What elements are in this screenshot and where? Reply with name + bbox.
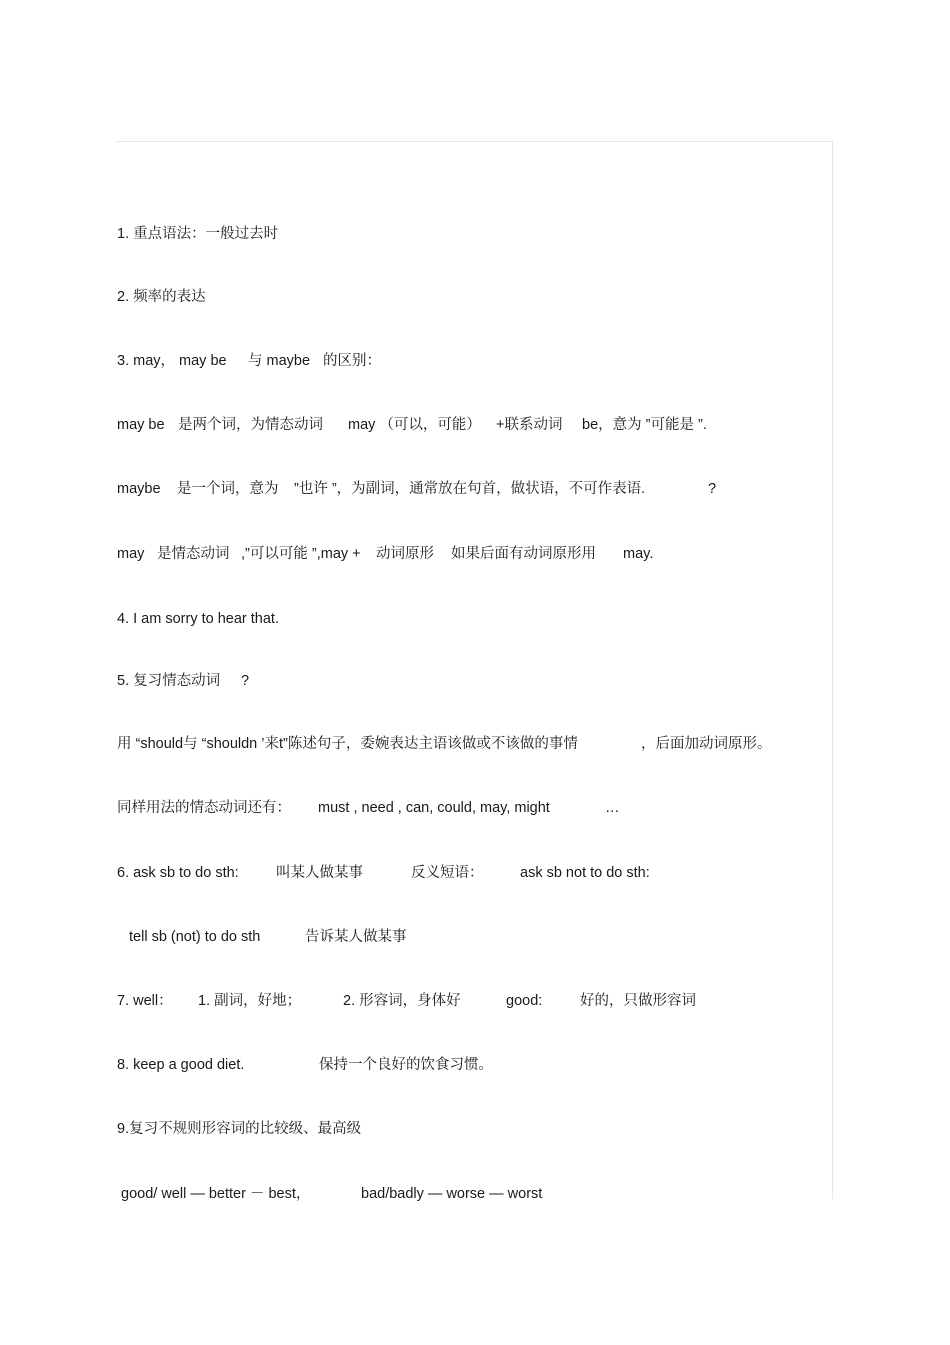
line-text: 是一个词，意为	[177, 481, 279, 497]
line-text: tell sb (not) to do sth	[129, 929, 261, 945]
line-text: 3. may， may be	[117, 353, 227, 369]
line-text: ，后面加动词原形。	[641, 736, 772, 752]
line-text: 1. 副词，好地；	[198, 993, 302, 1009]
line-text: …	[605, 800, 620, 816]
line-text: +联系动词	[496, 417, 563, 433]
line-text: ”也许 ”，为副词，通常放在句首，做状语，不可作表语.	[294, 481, 646, 497]
line-text: may be	[117, 417, 165, 433]
page-frame	[116, 141, 833, 1199]
line-text: may.	[623, 546, 654, 562]
line-text: 4. I am sorry to hear that.	[117, 611, 279, 627]
line-text: 的区别：	[323, 353, 381, 369]
line-text: ask sb not to do sth:	[520, 865, 650, 881]
line-text: must , need , can, could, may, might	[318, 800, 550, 816]
line-text: good/ well — better － best，	[121, 1186, 311, 1202]
line-text: ?	[241, 673, 250, 689]
line-text: be，意为 ”可能是 ”.	[582, 417, 707, 433]
line-text: ?	[708, 481, 717, 497]
line-text: 1. 重点语法：一般过去时	[117, 226, 279, 242]
line-text: 如果后面有动词原形用	[451, 546, 596, 562]
line-text: good:	[506, 993, 543, 1009]
line-text: 7. well：	[117, 993, 173, 1009]
line-text: 好的，只做形容词	[580, 993, 696, 1009]
line-text: 2. 形容词，身体好	[343, 993, 461, 1009]
line-text: 用 “should与 “shouldn ’来t”陈述句子，委婉表达主语该做或不该做的事情	[117, 736, 578, 752]
line-text: may （可以，可能）	[348, 417, 481, 433]
line-text: 同样用法的情态动词还有：	[117, 800, 291, 816]
line-text: 5. 复习情态动词	[117, 673, 221, 689]
line-text: 叫某人做某事	[276, 865, 363, 881]
line-text: 保持一个良好的饮食习惯。	[319, 1057, 493, 1073]
line-text: 9.复习不规则形容词的比较级、最高级	[117, 1121, 362, 1137]
line-text: maybe	[117, 481, 161, 497]
line-text: 与 maybe	[248, 353, 311, 369]
line-text: 6. ask sb to do sth:	[117, 865, 239, 881]
line-text: 反义短语：	[411, 865, 484, 881]
line-text: 2. 频率的表达	[117, 289, 206, 305]
line-text: may	[117, 546, 145, 562]
line-text: 动词原形	[376, 546, 434, 562]
line-text: ,”可以可能 ”,may +	[241, 546, 361, 562]
line-text: 告诉某人做某事	[305, 929, 407, 945]
line-text: bad/badly — worse — worst	[361, 1186, 543, 1202]
line-text: 是两个词，为情态动词	[178, 417, 323, 433]
line-text: 8. keep a good diet.	[117, 1057, 245, 1073]
line-text: 是情态动词	[157, 546, 230, 562]
